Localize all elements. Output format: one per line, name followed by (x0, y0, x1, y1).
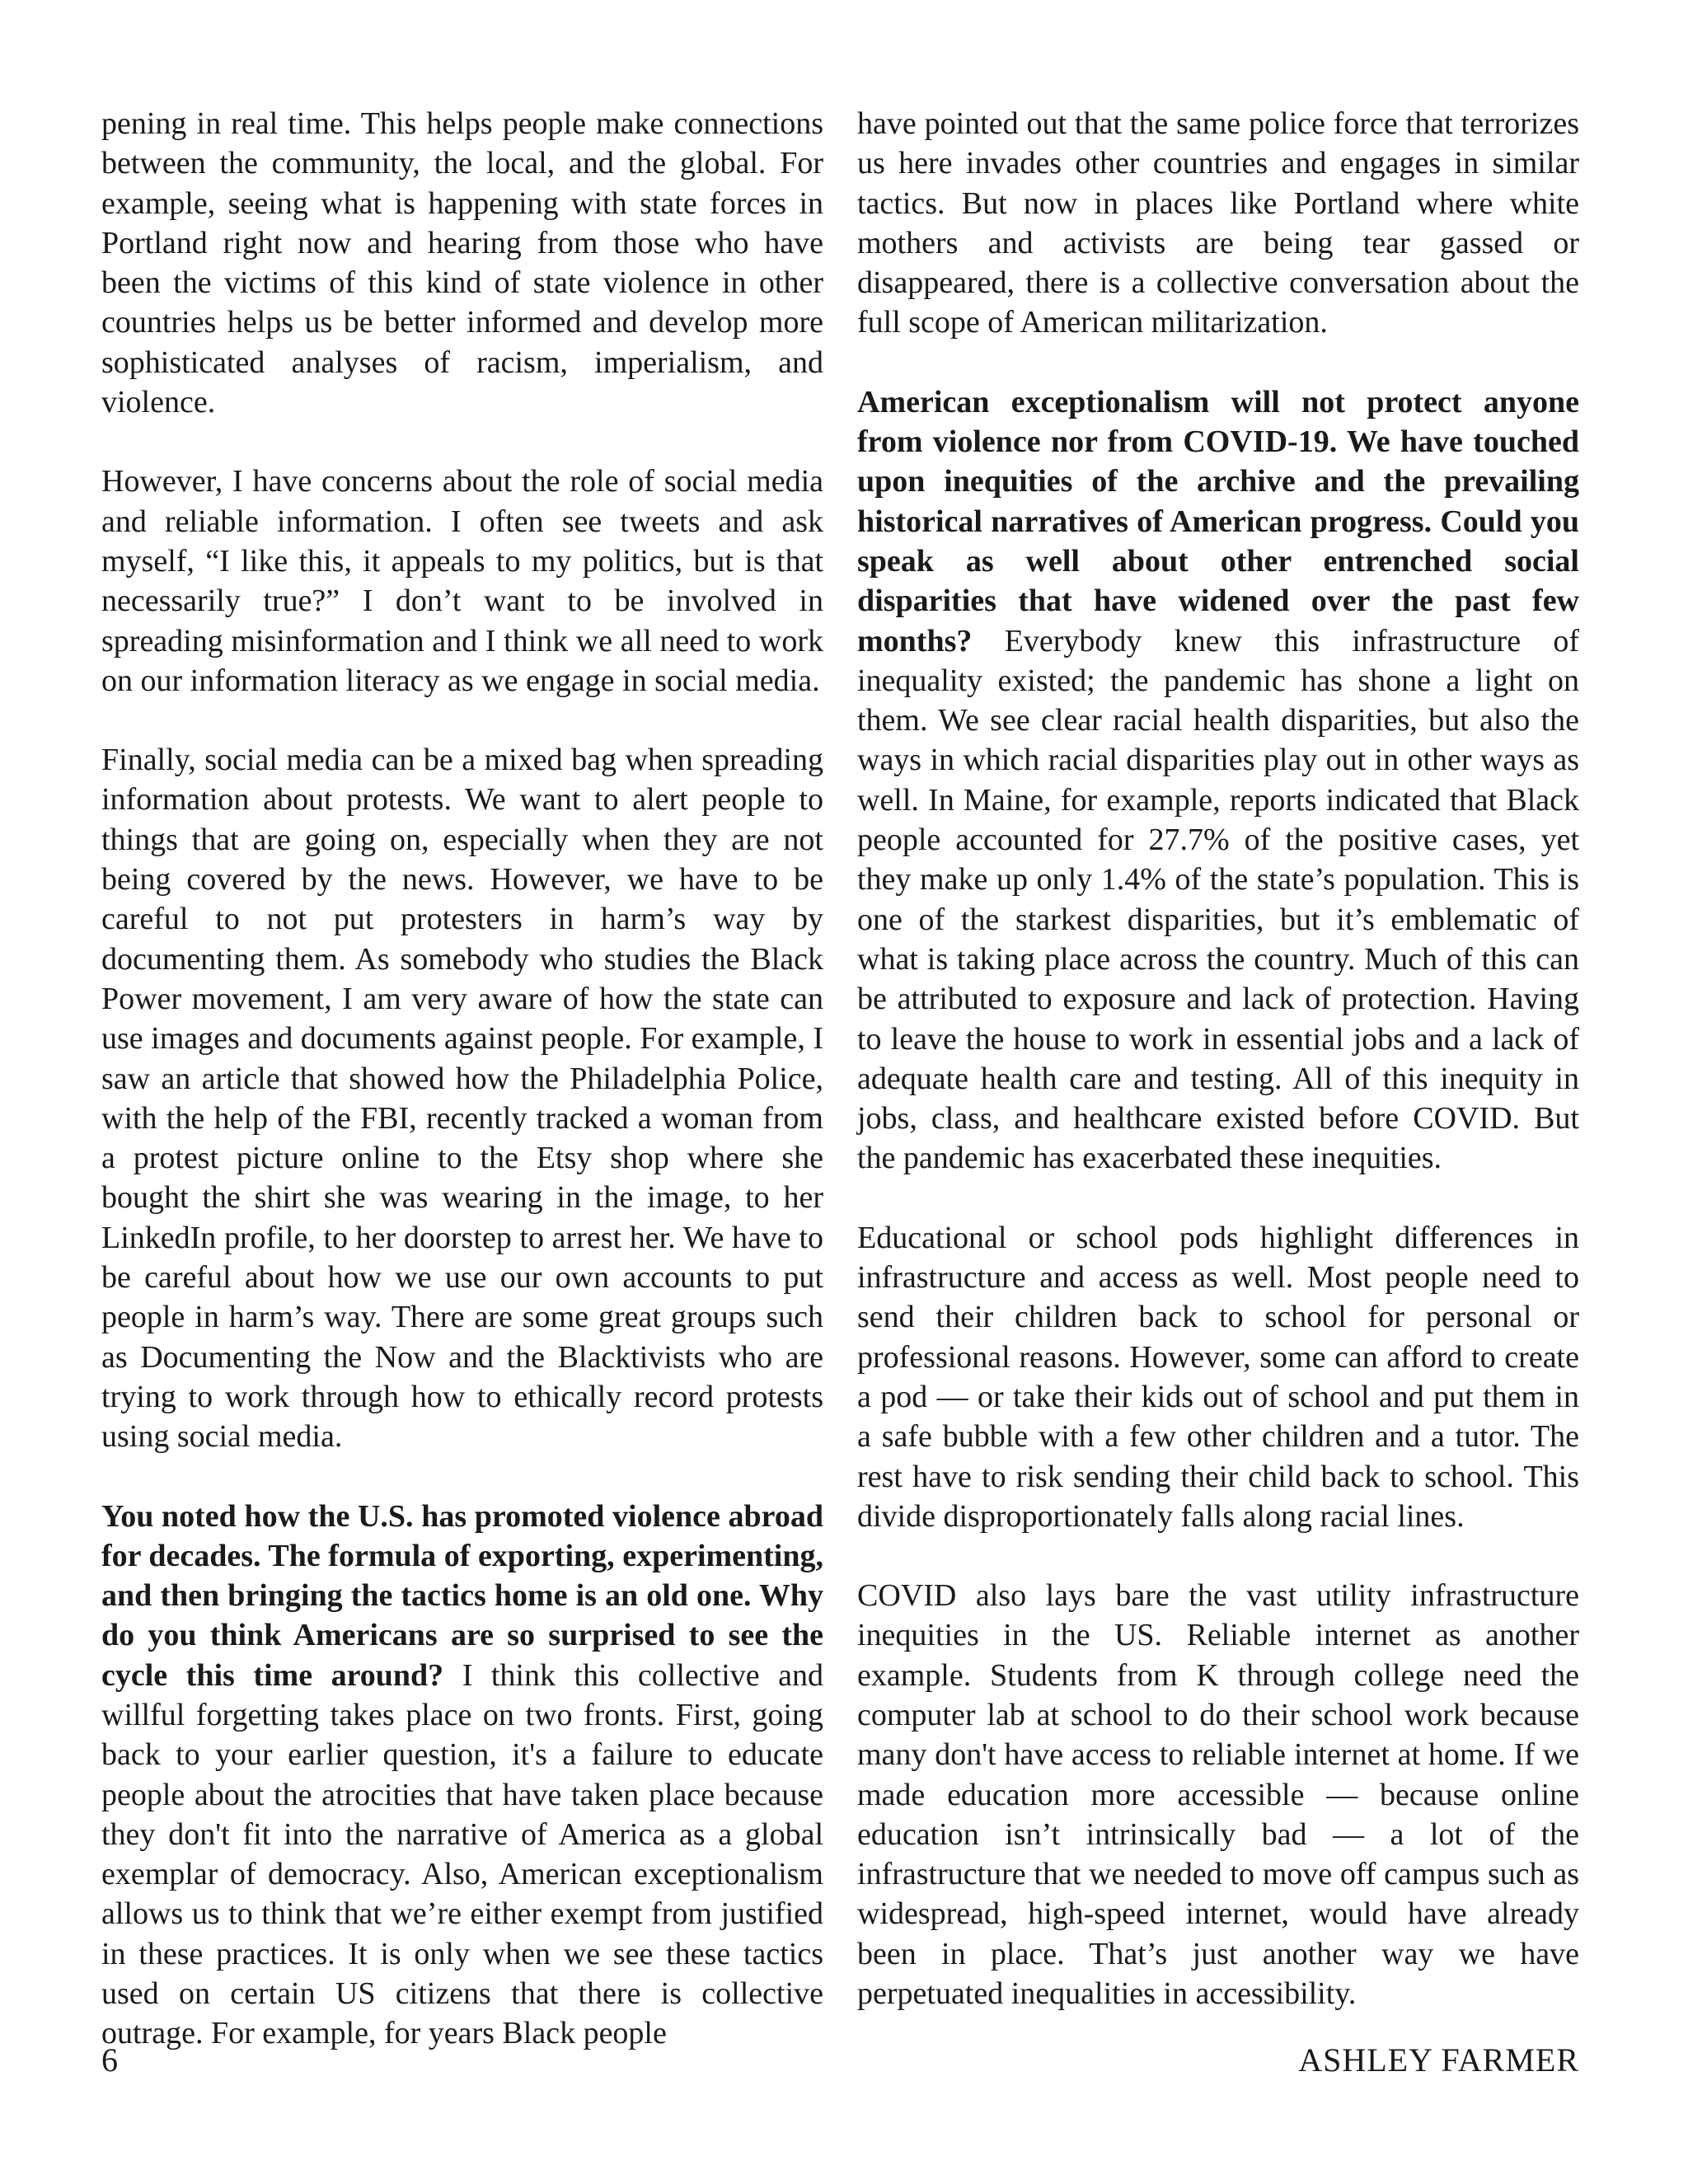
interview-answer: Everybody knew this infrastructure of inequality existed; the pandemic has shone a light on them. We see clear racial health disparities, but also the ways in which racial disparities play out in other ways as well. In Maine, for example, reports indicated that Black people accounted for 27.7% of the positive cases, yet they make up only 1.4% of the state’s population. This is one of the starkest disparities, but it’s emblematic of what is taking place across the country. Much of this can be attributed to exposure and lack of protection. Having to leave the house to work in essential jobs and a lack of adequate health care and testing. All of this inequity in jobs, class, and healthcare existed before COVID. But the pandemic has exacerbated these inequities. (857, 623, 1579, 1176)
paragraph: have pointed out that the same police force that terrorizes us here invades other countries and engages in similar tactics. But now in places like Portland where white mothers and activists are being tear gassed or disappeared, there is a collective conversation about the full scope of American militarization. (857, 106, 1579, 340)
left-column (101, 104, 823, 2054)
qa-paragraph (857, 382, 1579, 1179)
right-column (857, 104, 1579, 2013)
paragraph: pening in real time. This helps people make connections between the community, the local, and the global. For example, seeing what is happening with state forces in Portland right now and hearing from those who have been the victims of this kind of state violence in other countries helps us be better informed and develop more sophisticated analyses of racism, imperialism, and violence. (101, 106, 823, 420)
interview-question: American exceptionalism will not protect anyone from violence nor from COVID-19. We have touched upon inequities of the archive and the prevailing historical narratives of American progress. Could you speak as well about other entrenched social disparities that have widened over the past few months? (857, 384, 1579, 658)
paragraph: Finally, social media can be a mixed bag when spreading information about protests. We want to alert people to things that are going on, especially when they are not being covered by the news. However, we have to be careful to not put protesters in harm’s way by documenting them. As somebody who studies the Black Power movement, I am very aware of how the state can use images and documents against people. For example, I saw an article that showed how the Philadelphia Police, with the help of the FBI, recently tracked a woman from a protest picture online to the Etsy shop where she bought the shirt she was wearing in the image, to her LinkedIn profile, to her doorstep to arrest her. We have to be careful about how we use our own accounts to put people in harm’s way. There are some great groups such as Documenting the Now and the Blacktivists who are trying to work through how to ethically record protests using social media. (101, 743, 823, 1455)
author-name: ASHLEY FARMER (1298, 2041, 1579, 2079)
interview-answer: I think this collective and willful forgetting takes place on two fronts. First, going back to your earlier question, it's a failure to educate people about the atrocities that have taken place because they don't fit into the narrative of America as a global exemplar of democracy. Also, American exceptionalism allows us to think that we’re either exempt from justified in these practices. It is only when we see these tactics used on certain US citizens that there is collective outrage. For example, for years Black people (101, 1657, 824, 2051)
paragraph: Educational or school pods highlight differences in infrastructure and access as well. Most people need to send their children back to school for personal or professional reasons. However, some can afford to create a pod — or take their kids out of school and put them in a safe bubble with a few other children and a tutor. The rest have to risk sending their child back to school. This divide disproportionately falls along racial lines. (857, 1220, 1579, 1534)
interview-question: You noted how the U.S. has promoted violence abroad for decades. The formula of exporting, experimenting, and then bringing the tactics home is an old one. Why do you think Americans are so surprised to see the cycle this time around? (101, 1498, 823, 1693)
paragraph: COVID also lays bare the vast utility infrastructure inequities in the US. Reliable internet as another example. Students from K through college need the computer lab at school to do their school work because many don't have access to reliable internet at home. If we made education more accessible — because online education isn’t intrinsically bad — a lot of the infrastructure that we needed to move off campus such as widespread, high-speed internet, would have already been in place. That’s just another way we have perpetuated inequalities in accessibility. (857, 1578, 1579, 2012)
qa-paragraph (101, 1497, 823, 2054)
page-number: 6 (101, 2041, 119, 2079)
paragraph: However, I have concerns about the role of social media and reliable information. I often see tweets and ask myself, “I like this, it appeals to my politics, but is that necessarily true?” I don’t want to be involved in spreading misinformation and I think we all need to work on our information literacy as we engage in social media. (101, 464, 823, 698)
